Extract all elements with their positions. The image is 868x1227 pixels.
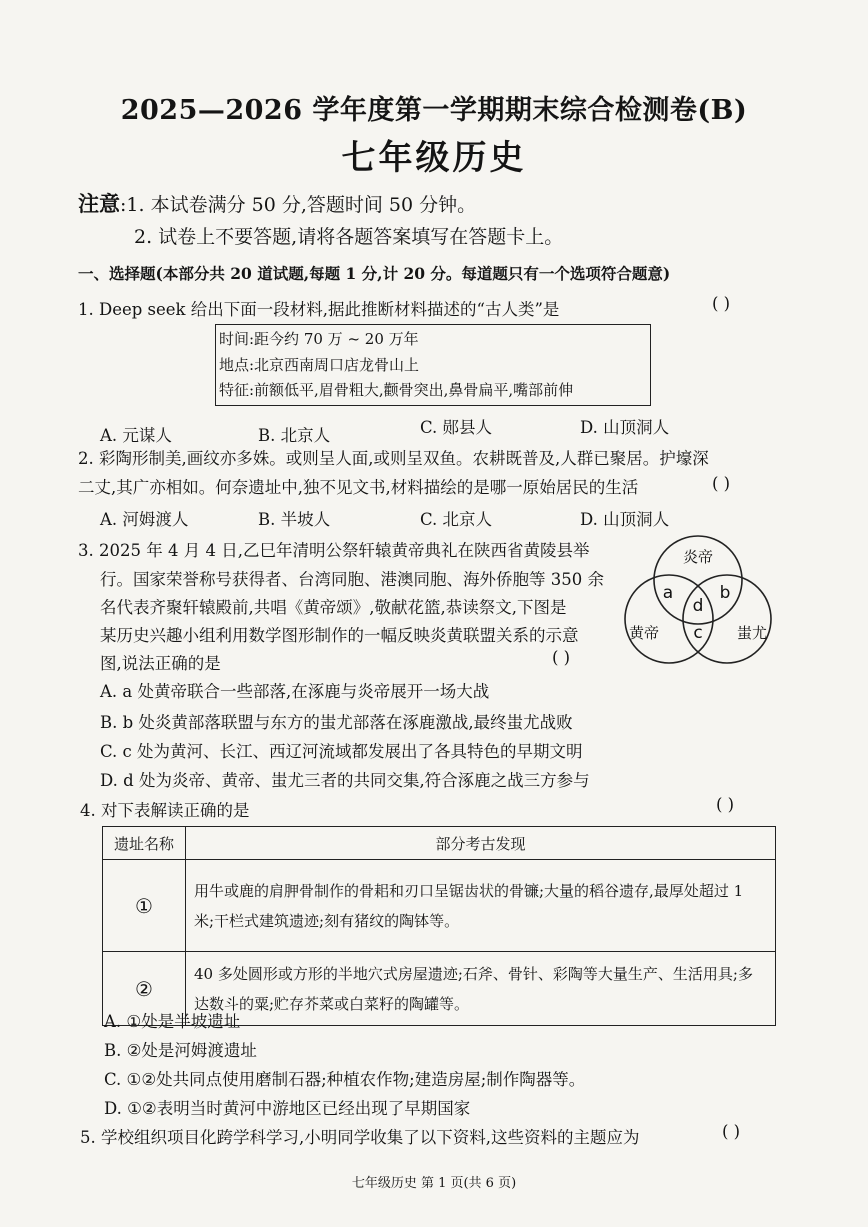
- q2-line-1: 2. 彩陶形制美,画纹亦多姝。或则呈人面,或则呈双鱼。农耕既普及,人群已聚居。护壕深: [78, 449, 709, 468]
- table-header-site: 遗址名称: [103, 827, 186, 860]
- q4-option-b: B. ②处是河姆渡遗址: [104, 1041, 257, 1060]
- q5-stem: 5. 学校组织项目化跨学科学习,小明同学收集了以下资料,这些资料的主题应为: [80, 1128, 640, 1147]
- venn-region-b: b: [719, 583, 731, 603]
- venn-label-yandi: 炎帝: [682, 548, 714, 566]
- table-header-row: [103, 827, 776, 860]
- findings-cell: 40 多处圆形或方形的半地穴式房屋遗迹;石斧、骨针、彩陶等大量生产、生活用具;多达数斗的粟;贮存芥菜或白菜籽的陶罐等。: [186, 952, 776, 1026]
- venn-label-huangdi: 黄帝: [628, 624, 660, 642]
- section-heading: 一、选择题(本部分共 20 道试题,每题 1 分,计 20 分。每道题只有一个选项符合题意): [78, 264, 671, 283]
- notice-line-1: [78, 188, 476, 218]
- q4-stem: 4. 对下表解读正确的是: [80, 801, 250, 820]
- q3-line: 某历史兴趣小组利用数学图形制作的一幅反映炎黄联盟关系的示意: [100, 626, 579, 645]
- venn-label-chiyou: 蚩尤: [736, 624, 768, 642]
- venn-diagram: [612, 528, 784, 668]
- q3-option-a: A. a 处黄帝联合一些部落,在涿鹿与炎帝展开一场大战: [100, 682, 490, 701]
- exam-subtitle: 七年级历史: [341, 138, 527, 178]
- q3-option-c: C. c 处为黄河、长江、西辽河流域都发展出了各具特色的早期文明: [100, 742, 583, 761]
- q1-box-line: 时间:距今约 70 万 ~ 20 万年: [219, 330, 419, 348]
- q1-option-d: D. 山顶洞人: [580, 418, 670, 437]
- site-number: ①: [103, 860, 186, 952]
- q3-option-b: B. b 处炎黄部落联盟与东方的蚩尤部落在涿鹿激战,最终蚩尤战败: [100, 713, 573, 732]
- q1-material-box: [215, 324, 651, 406]
- venn-region-a: a: [662, 583, 674, 603]
- q4-option-d: D. ①②表明当时黄河中游地区已经出现了早期国家: [104, 1099, 471, 1118]
- q1-box-line: 特征:前额低平,眉骨粗大,颧骨突出,鼻骨扁平,嘴部前伸: [219, 381, 574, 399]
- q3-line: 图,说法正确的是: [100, 654, 221, 673]
- venn-region-c: c: [693, 623, 703, 643]
- q4-answer-paren: ( ): [716, 795, 735, 814]
- site-number: ②: [103, 952, 186, 1026]
- q4-option-a: A. ①处是半坡遗址: [104, 1012, 241, 1031]
- q3-line: 3. 2025 年 4 月 4 日,乙巳年清明公祭轩辕黄帝典礼在陕西省黄陵县举: [78, 541, 590, 560]
- q2-line-2: 二丈,其广亦相如。何奈遗址中,独不见文书,材料描绘的是哪一原始居民的生活: [78, 478, 639, 497]
- q1-option-b: B. 北京人: [258, 426, 331, 445]
- findings-cell: 用牛或鹿的肩胛骨制作的骨耜和刃口呈锯齿状的骨镰;大量的稻谷遗存,最厚处超过 1 米;干栏式建筑遗迹;刻有猪纹的陶钵等。: [186, 860, 776, 952]
- q2-option-c: C. 北京人: [420, 510, 493, 529]
- q3-answer-paren: ( ): [552, 648, 571, 667]
- q1-box-line: 地点:北京西南周口店龙骨山上: [219, 355, 420, 374]
- notice-item-2: 2. 试卷上不要答题,请将各题答案填写在答题卡上。: [134, 226, 564, 248]
- venn-region-d: d: [692, 596, 704, 616]
- q1-option-c: C. 郧县人: [420, 418, 493, 437]
- q4-table: [102, 826, 776, 1026]
- table-row: [103, 860, 776, 952]
- page-footer: 七年级历史 第 1 页(共 6 页): [351, 1176, 517, 1191]
- q3-line: 名代表齐聚轩辕殿前,共唱《黄帝颂》,敬献花篮,恭读祭文,下图是: [100, 598, 567, 617]
- q1-stem: 1. Deep seek 给出下面一段材料,据此推断材料描述的“古人类”是: [78, 300, 560, 319]
- q4-option-c: C. ①②处共同点使用磨制石器;种植农作物;建造房屋;制作陶器等。: [104, 1070, 586, 1089]
- q2-answer-paren: ( ): [712, 474, 731, 493]
- notice-item-1: :1. 本试卷满分 50 分,答题时间 50 分钟。: [120, 194, 477, 216]
- table-header-findings: 部分考古发现: [186, 827, 776, 860]
- notice-label: 注意: [78, 191, 120, 216]
- q5-answer-paren: ( ): [722, 1122, 741, 1141]
- q3-option-d: D. d 处为炎帝、黄帝、蚩尤三者的共同交集,符合涿鹿之战三方参与: [100, 771, 590, 790]
- q3-line: 行。国家荣誉称号获得者、台湾同胞、港澳同胞、海外侨胞等 350 余: [100, 570, 604, 589]
- q1-option-a: A. 元谋人: [100, 426, 172, 445]
- q1-answer-paren: ( ): [712, 294, 731, 313]
- q2-option-b: B. 半坡人: [258, 510, 331, 529]
- q2-option-d: D. 山顶洞人: [580, 510, 670, 529]
- q2-option-a: A. 河姆渡人: [100, 510, 189, 529]
- exam-title: 2025—2026 学年度第一学期期末综合检测卷(B): [120, 95, 748, 126]
